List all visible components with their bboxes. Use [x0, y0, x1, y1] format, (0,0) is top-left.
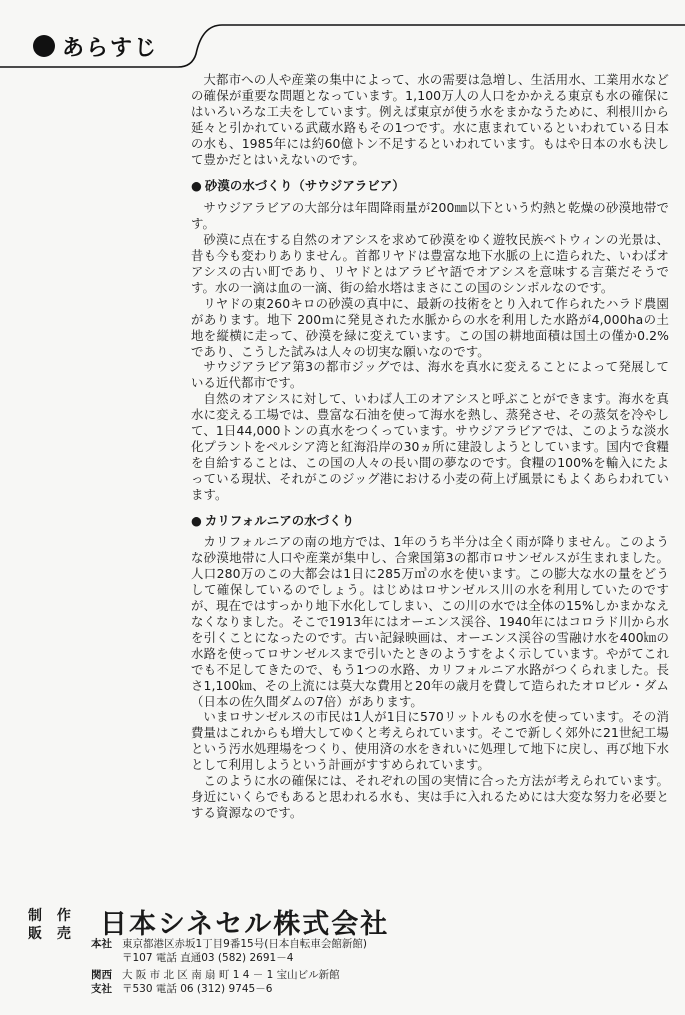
header-title: あらすじ — [62, 36, 159, 61]
section-heading-california-text: カリフォルニアの水づくり — [204, 512, 355, 528]
sales-label: 販 売 — [28, 926, 76, 942]
shiten-tel: 〒530 電話 06 (312) 9745－6 — [122, 983, 273, 995]
kansai-address: 大 阪 市 北 区 南 扇 町 1 4 － 1 宝山ビル新館 — [122, 969, 340, 981]
honsha-address: 東京都港区赤坂1丁目9番15号(日本自転車会館新館) — [122, 938, 367, 950]
intro-paragraph: 大都市への人や産業の集中によって、水の需要は急増し、生活用水、工業用水などの確保が重要な問題となっています。1,100万人の人口をかかえる東京も水の確保にはいろいろな工夫をしています。例えば東京が使う水をまかなうために、利根川から延々と引かれている武蔵水路もその1つです。水に恵まれているといわれている日本の水も、1985年には約60億トン不足するといわれています。もはや日本の水も決して豊かだとはいえないのです。 — [191, 72, 669, 167]
saudi-paragraph: サウジアラビア第3の都市ジッグでは、海水を真水に変えることによって発展している近代都市です。 — [191, 359, 669, 391]
bullet-icon: ● — [191, 512, 202, 528]
saudi-paragraph: リヤドの東260キロの砂漠の真中に、最新の技術をとり入れて作られたハラド農園があります。地下 200ｍに発見された水脈からの水を利用した水路が4,000haの土地を縦横に走って、砂漠を緑に変えています。この国の耕地面積は国土の僅か0.2%であり、こうした試みは人々の切実な願いなのです。 — [191, 295, 669, 359]
synopsis-body — [191, 72, 669, 821]
company-name: 日本シネセル株式会社 — [100, 909, 390, 940]
section-heading-california — [191, 513, 669, 529]
kansai-label: 関西 — [91, 969, 112, 981]
section-heading-saudi-text: 砂漠の水づくり（サウジアラビア） — [204, 178, 405, 194]
bullet-icon: ● — [191, 178, 202, 194]
california-paragraph: いまロサンゼルスの市民は1人が1日に570リットルもの水を使っています。その消費量はこれからも増大してゆくと考えられています。そこで新しく郊外に21世紀工場という汚水処理場をつくり、使用済の水をきれいに処理して地下に戻し、再び地下水として利用しようという計画がすすめられています。 — [191, 709, 669, 773]
section-heading-saudi — [191, 178, 669, 194]
saudi-paragraph: 自然のオアシスに対して、いわば人工のオアシスと呼ぶことができます。海水を真水に変える工場では、豊富な石油を使って海水を熱し、蒸発させ、その蒸気を冷やして、1日44,000トンの真水をつくっています。サウジアラビアでは、このような淡水化プラントをペルシア湾と紅海沿岸の30ヵ所に建設しようとしています。国内で食糧を自給することは、この国の人々の長い間の夢なのです。食糧の100%を輸入にたよっている現状、それがこのジッグ港における小麦の荷上げ風景にもよくあらわれています。 — [191, 391, 669, 502]
honsha-tel: 〒107 電話 直通03 (582) 2691－4 — [122, 952, 294, 964]
production-label: 制 作 — [28, 908, 76, 924]
saudi-paragraph: サウジアラビアの大部分は年間降雨量が200㎜以下という灼熱と乾燥の砂漠地帯です。 — [191, 200, 669, 232]
section-header — [0, 22, 685, 68]
california-paragraph: このように水の確保には、それぞれの国の実情に合った方法が考えられています。身近にいくらでもあると思われる水も、実は手に入れるためには大変な努力を必要とする資源なのです。 — [191, 773, 669, 820]
saudi-paragraph: 砂漠に点在する自然のオアシスを求めて砂漠をゆく遊牧民族ベトウィンの光景は、昔も今も変わりありません。首都リヤドは豊富な地下水脈の上に造られた、いわばオアシスの古い町であり、リヤドとはアラビヤ語でオアシスを意味する言葉だそうです。水の一滴は血の一滴、街の給水塔はまさにこの国のシンボルなのです。 — [191, 232, 669, 295]
honsha-label: 本社 — [91, 938, 112, 950]
header-bullet-icon — [33, 35, 55, 57]
shiten-label: 支社 — [91, 983, 112, 995]
company-addresses — [0, 938, 685, 998]
california-paragraph: カリフォルニアの南の地方では、1年のうち半分は全く雨が降りません。このような砂漠地帯に人口や産業が集中し、合衆国第3の都市ロサンゼルスが生まれました。人口280万のこの大都会は1日に285万㎥の水を使います。この膨大な水の量をどうして確保しているのでしょう。はじめはロサンゼルス川の水を利用していたのですが、現在ではすっかり地下水化してしまい、この川の水では全体の15%しかまかなえなくなりました。そこで1913年にはオーエンス渓谷、1940年にはコロラド川から水を引くことになったのです。古い記録映画は、オーエンス渓谷の雪融け水を400㎞の水路を使ってロサンゼルスまで引いたときのようすをよく示しています。やがてこれでも不足してきたので、もう1つの水路、カリフォルニア水路がつくられました。長さ1,100㎞、その上流には莫大な費用と20年の歳月を費して造られたオロビル・ダム（日本の佐久間ダムの7倍）があります。 — [191, 534, 669, 709]
